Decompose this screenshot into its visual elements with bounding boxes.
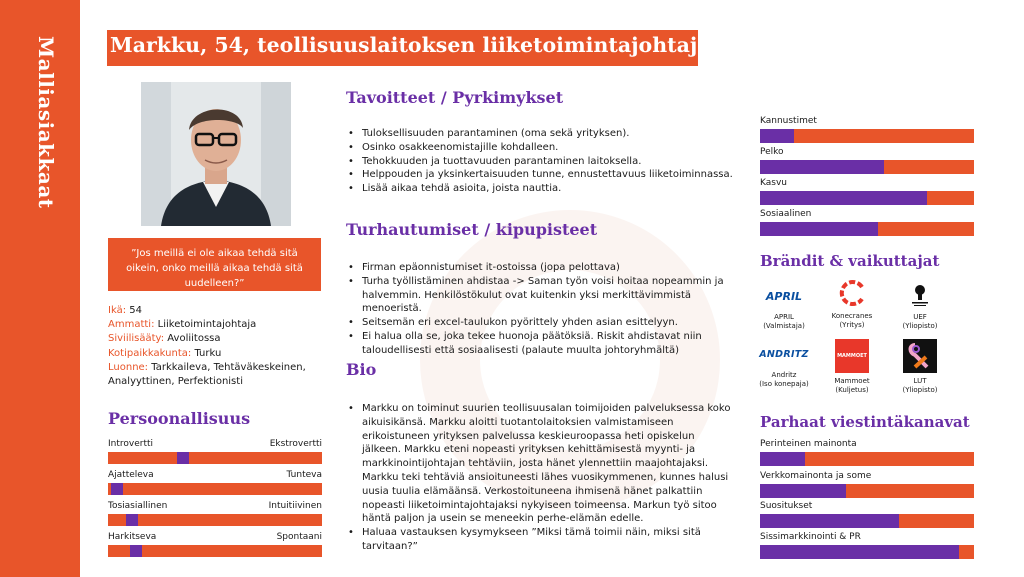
trait-row	[108, 531, 322, 557]
motivation-label: Pelko	[760, 147, 784, 157]
motivation-fill	[760, 129, 794, 143]
brand-name: Konecranes	[831, 312, 873, 320]
brand-caption: (Iso konepaja)	[759, 380, 809, 388]
trait-row	[108, 469, 322, 495]
fact-marital-status	[108, 332, 323, 346]
trait-left-label: Tosiasiallinen	[108, 501, 168, 511]
motivation-bar	[760, 160, 974, 174]
fact-value: Tarkkaileva, Tehtäväkeskeinen, Analyyttinen, Perfektionisti	[108, 361, 306, 388]
fact-hometown	[108, 347, 323, 361]
fact-value: Avoliitossa	[167, 333, 221, 345]
fact-value: Turku	[194, 347, 222, 359]
lut-logo-icon	[888, 338, 952, 374]
list-item: • Firman epäonnistumiset it-ostoissa (jopa pelottava)	[346, 261, 726, 275]
trait-row	[108, 438, 322, 464]
brand-caption: (Yliopisto)	[902, 322, 938, 330]
list-item: • Turha työllistäminen ahdistaa -> Saman työn voisi hoitaa nopeammin ja halvemmin. Henkilöstökulut ovat kuitenkin yksi merkittävimmistä menoeristä.	[346, 275, 726, 316]
april-logo-icon: APRIL	[765, 289, 803, 303]
brand-name: Mammoet	[834, 377, 870, 385]
brand-name: Andritz	[771, 371, 797, 379]
trait-marker	[111, 483, 123, 495]
motivation-bar	[760, 222, 974, 236]
channel-fill	[760, 484, 846, 498]
channel-label: Perinteinen mainonta	[760, 439, 857, 449]
list-item: • Helppouden ja yksinkertaisuuden tunne, ennustettavuus liiketoiminnassa.	[346, 168, 736, 182]
goals-list	[346, 127, 736, 196]
trait-marker	[177, 452, 189, 464]
trait-left-label: Ajatteleva	[108, 470, 154, 480]
persona-portrait-icon	[141, 82, 291, 226]
list-item: • Ei halua olla se, joka tekee huonoja päätöksiä. Riskit ahdistavat niin taloudellisesti että sosiaalisesti (palaute muulta johtoryhmältä)	[346, 330, 726, 358]
motivation-fill	[760, 191, 927, 205]
channel-row	[760, 531, 974, 559]
trait-row	[108, 500, 322, 526]
channel-label: Sissimarkkinointi & PR	[760, 532, 861, 542]
brand-caption: (Valmistaja)	[763, 322, 805, 330]
channels-title: Parhaat viestintäkanavat	[760, 413, 970, 431]
motivation-label: Sosiaalinen	[760, 209, 812, 219]
persona-quote: ”Jos meillä ei ole aikaa tehdä sitä oikein, onko meillä aikaa tehdä sitä uudelleen?”	[108, 238, 321, 291]
fact-label: Luonne:	[108, 361, 149, 373]
trait-right-label: Spontaani	[276, 532, 322, 542]
motivation-bar	[760, 129, 974, 143]
channel-fill	[760, 514, 899, 528]
channel-label: Verkkomainonta ja some	[760, 471, 872, 481]
uef-logo-icon	[888, 280, 952, 310]
brand-card	[752, 340, 816, 389]
brand-name: APRIL	[774, 313, 794, 321]
list-item: • Osinko osakkeenomistajille kohdalleen.	[346, 141, 736, 155]
trait-bar	[108, 452, 322, 464]
bio-list	[346, 402, 736, 554]
list-item: • Seitsemän eri excel-taulukon pyörittely yhden asian esittelyyn.	[346, 316, 726, 330]
fact-label: Siviilisääty:	[108, 333, 165, 345]
fact-label: Ammatti:	[108, 319, 155, 331]
mammoet-logo-icon: MAMMOET	[820, 338, 884, 374]
trait-right-label: Ekstrovertti	[269, 439, 322, 449]
brand-name: UEF	[913, 313, 927, 321]
trait-right-label: Tunteva	[286, 470, 322, 480]
list-item: • Haluaa vastauksen kysymykseen ”Miksi tämä toimii näin, miksi sitä tarvitaan?”	[346, 526, 736, 554]
trait-marker	[130, 545, 142, 557]
personality-title: Persoonallisuus	[108, 409, 251, 428]
channel-bar	[760, 484, 974, 498]
trait-left-label: Harkitseva	[108, 532, 157, 542]
channel-bar	[760, 514, 974, 528]
persona-photo	[141, 82, 291, 226]
motivation-label: Kasvu	[760, 178, 787, 188]
motivation-row	[760, 115, 974, 143]
fact-age	[108, 304, 323, 318]
trait-marker	[126, 514, 138, 526]
trait-bar	[108, 514, 322, 526]
brand-card	[888, 338, 952, 395]
frustrations-title: Turhautumiset / kipupisteet	[346, 220, 598, 239]
konecranes-logo-icon	[820, 277, 884, 309]
andritz-logo-icon: ANDRITZ	[759, 348, 809, 360]
fact-value: 54	[129, 305, 142, 316]
motivation-row	[760, 208, 974, 236]
brand-caption: (Yritys)	[839, 321, 865, 329]
motivation-row	[760, 146, 974, 174]
list-item: • Markku on toiminut suurien teollisuusalan toimijoiden palveluksessa koko aikuisikänsä. Markku aloitti tuotantolaitoksien valmistamiseen erikoistuneen yrityksen palvelussa keskieuroopassa heti opiskelun jälkeen. Markku eteni nopeasti yrityksen kehittämisestä myynti- ja markkinointijohtajan tehtäviin, josta hänet ylennettiin maajohtajaksi. Markku teki tehtäviä ansioituneesti lähes vuosikymmenen, kunnes halusi uusia tuulia elämäänsä. Verkostoituneena ihmisenä hänet palkattiin nopeasti liiketoimintajohtajaksi nykyiseen toimeensa. Markun työ sitoo häntä paljon ja usein se meneekin perhe-elämän edelle.	[346, 402, 736, 526]
persona-facts	[108, 304, 323, 389]
brand-name: LUT	[913, 377, 927, 385]
channel-bar	[760, 452, 974, 466]
list-item: • Lisää aikaa tehdä asioita, joista nauttia.	[346, 182, 736, 196]
channel-row	[760, 470, 974, 498]
motivation-label: Kannustimet	[760, 116, 817, 126]
goals-title: Tavoitteet / Pyrkimykset	[346, 88, 564, 107]
channel-row	[760, 500, 974, 528]
fact-label: Kotipaikkakunta:	[108, 347, 192, 359]
brand-caption: (Kuljetus)	[835, 386, 869, 394]
list-item: • Tuloksellisuuden parantaminen (oma sekä yrityksen).	[346, 127, 736, 141]
fact-character	[108, 361, 323, 389]
brand-card	[752, 282, 816, 331]
brand-card	[820, 338, 884, 395]
sidebar-title: Malliasiakkaat	[34, 36, 58, 209]
motivation-fill	[760, 160, 884, 174]
trait-bar	[108, 545, 322, 557]
brand-card	[820, 277, 884, 330]
channel-label: Suositukset	[760, 501, 813, 511]
trait-bar	[108, 483, 322, 495]
motivation-row	[760, 177, 974, 205]
trait-right-label: Intuitiivinen	[268, 501, 322, 511]
brand-caption: (Yliopisto)	[902, 386, 938, 394]
motivation-bar	[760, 191, 974, 205]
channel-fill	[760, 545, 959, 559]
fact-label: Ikä:	[108, 305, 127, 316]
fact-value: Liiketoimintajohtaja	[157, 319, 257, 331]
channel-bar	[760, 545, 974, 559]
brand-card	[888, 280, 952, 331]
channel-row	[760, 438, 974, 466]
frustrations-list	[346, 261, 726, 358]
list-item: • Tehokkuuden ja tuottavuuden parantaminen laitoksella.	[346, 155, 736, 169]
motivation-fill	[760, 222, 878, 236]
page-title: Markku, 54, teollisuuslaitoksen liiketoimintajohtaja	[110, 33, 711, 57]
trait-left-label: Introvertti	[108, 439, 154, 449]
fact-profession	[108, 318, 323, 332]
bio-title: Bio	[346, 360, 377, 379]
channel-fill	[760, 452, 805, 466]
brands-title: Brändit & vaikuttajat	[760, 252, 940, 270]
sidebar-band	[0, 0, 80, 577]
